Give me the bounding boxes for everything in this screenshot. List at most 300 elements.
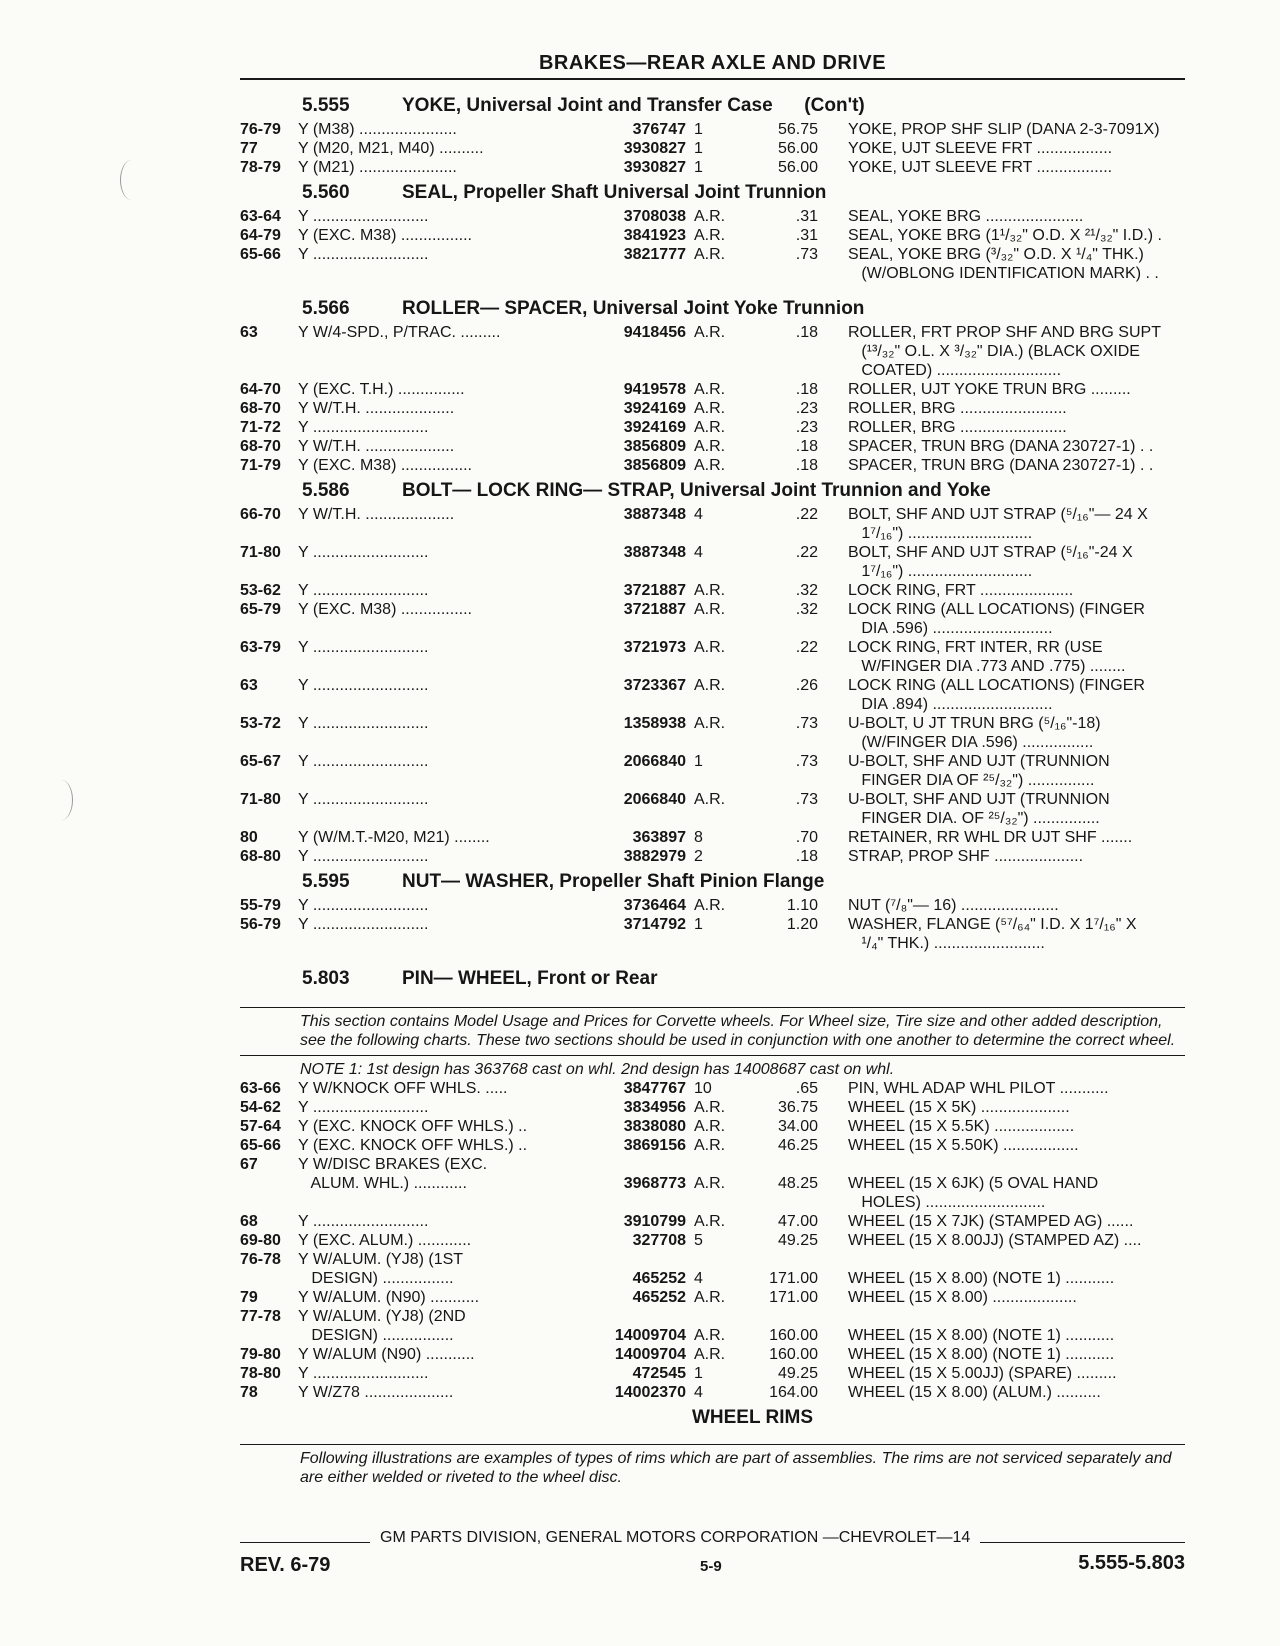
application	[298, 1155, 578, 1212]
price: 160.00	[769, 1346, 818, 1363]
application-line: Y ..........................	[298, 791, 429, 808]
description-line: WHEEL (15 X 8.00) (NOTE 1) ...........	[848, 1346, 1115, 1363]
price: .32	[795, 582, 818, 599]
description-line: LOCK RING (ALL LOCATIONS) (FINGER	[848, 601, 1145, 618]
description	[848, 581, 1198, 600]
part-number: 14002370	[614, 1384, 686, 1401]
quantity: A.R.	[694, 438, 726, 455]
description-line	[848, 1307, 1198, 1326]
application	[298, 380, 578, 399]
price: 1.10	[786, 897, 818, 914]
note-1: NOTE 1: 1st design has 363768 cast on whl. 2nd design has 14008687 cast on whl.	[300, 1061, 895, 1078]
description-line: (W/FINGER DIA .596) ................	[848, 734, 1094, 751]
price: .65	[795, 1080, 818, 1097]
description	[848, 456, 1198, 475]
description-line: WHEEL (15 X 8.00) (ALUM.) ..........	[848, 1384, 1101, 1401]
price: .70	[795, 829, 818, 846]
section-number: 5.586	[302, 479, 350, 501]
application	[298, 638, 578, 676]
quantity: A.R.	[694, 1213, 726, 1230]
table-row	[240, 1345, 1185, 1364]
model-years: 68-80	[240, 848, 281, 865]
model-years: 76-78	[240, 1251, 281, 1268]
model-years: 79-80	[240, 1346, 281, 1363]
description-line: WASHER, FLANGE (⁵⁷/₆₄" I.D. X 1⁷/₁₆" X	[848, 916, 1137, 933]
part-number: 3968773	[623, 1175, 686, 1192]
part-number: 3721887	[623, 582, 686, 599]
description-line: FINGER DIA OF ²⁵/₃₂") ...............	[848, 772, 1095, 789]
description	[848, 120, 1198, 139]
model-years: 64-79	[240, 227, 281, 244]
application	[298, 1231, 578, 1250]
description-line: BOLT, SHF AND UJT STRAP (⁵/₁₆"-24 X	[848, 544, 1133, 561]
description	[848, 1212, 1198, 1231]
table-row	[240, 790, 1185, 828]
application-line: Y ..........................	[298, 246, 429, 263]
part-number: 14009704	[614, 1346, 686, 1363]
description	[848, 790, 1198, 828]
model-years: 68	[240, 1213, 258, 1230]
price: .73	[795, 753, 818, 770]
application-line: Y (EXC. M38) ................	[298, 457, 472, 474]
section-heading	[240, 177, 1185, 207]
table-row	[240, 1383, 1185, 1402]
table-row	[240, 1212, 1185, 1231]
part-number: 465252	[632, 1289, 686, 1306]
application	[298, 1345, 578, 1364]
description	[848, 437, 1198, 456]
table-row	[240, 1155, 1185, 1212]
table-row	[240, 847, 1185, 866]
quantity: A.R.	[694, 400, 726, 417]
part-number: 9419578	[623, 381, 686, 398]
note-rule	[240, 1007, 1185, 1008]
part-number: 1358938	[623, 715, 686, 732]
table-row	[240, 158, 1185, 177]
description-line: ¹/₄" THK.) .........................	[848, 935, 1045, 952]
table-row	[240, 1136, 1185, 1155]
wheel-usage-note: This section contains Model Usage and Prices for Corvette wheels. For Wheel size, Tire size and other added description, see the following charts. These two sections should be used in conjunction with one another to determine the correct wheel.	[300, 1013, 1176, 1049]
quantity: A.R.	[694, 1137, 726, 1154]
application-line: Y ..........................	[298, 753, 429, 770]
model-years: 80	[240, 829, 258, 846]
model-years: 63	[240, 324, 258, 341]
model-years: 78-79	[240, 159, 281, 176]
application	[298, 1383, 578, 1402]
part-number: 3708038	[623, 208, 686, 225]
table-row	[240, 437, 1185, 456]
quantity: A.R.	[694, 582, 726, 599]
price: 46.25	[777, 1137, 818, 1154]
model-years: 78-80	[240, 1365, 281, 1382]
model-years: 53-62	[240, 582, 281, 599]
price: 49.25	[777, 1365, 818, 1382]
application	[298, 399, 578, 418]
application	[298, 1079, 578, 1098]
description-line: YOKE, PROP SHF SLIP (DANA 2-3-7091X)	[848, 121, 1160, 138]
table-row	[240, 226, 1185, 245]
quantity: 1	[694, 916, 703, 933]
description-line	[848, 1155, 1198, 1174]
table-row	[240, 600, 1185, 638]
application-line: Y ..........................	[298, 582, 429, 599]
quantity: A.R.	[694, 457, 726, 474]
quantity: 1	[694, 159, 703, 176]
description	[848, 847, 1198, 866]
application	[298, 505, 578, 543]
description	[848, 505, 1198, 543]
price: .22	[795, 506, 818, 523]
application-line: Y (EXC. M38) ................	[298, 601, 472, 618]
part-number: 3910799	[623, 1213, 686, 1230]
rims-rule	[240, 1444, 1185, 1445]
binder-hole-mark	[120, 160, 143, 200]
description-line: LOCK RING, FRT .....................	[848, 582, 1074, 599]
model-years: 71-80	[240, 544, 281, 561]
application	[298, 790, 578, 828]
model-years: 71-79	[240, 457, 281, 474]
description	[848, 418, 1198, 437]
table-row	[240, 1117, 1185, 1136]
quantity: A.R.	[694, 1289, 726, 1306]
description-line: BOLT, SHF AND UJT STRAP (⁵/₁₆"— 24 X	[848, 506, 1148, 523]
part-number: 9418456	[623, 324, 686, 341]
description	[848, 399, 1198, 418]
section-heading	[240, 90, 1185, 120]
description	[848, 1364, 1198, 1383]
part-number: 3721973	[623, 639, 686, 656]
table-row	[240, 505, 1185, 543]
application	[298, 1307, 578, 1345]
application	[298, 543, 578, 581]
quantity: 5	[694, 1232, 703, 1249]
table-row	[240, 1307, 1185, 1345]
part-number: 327708	[632, 1232, 686, 1249]
part-number: 3834956	[623, 1099, 686, 1116]
part-number: 3930827	[623, 140, 686, 157]
note-rule-bottom	[240, 1055, 1185, 1056]
model-years: 66-70	[240, 506, 281, 523]
application	[298, 1364, 578, 1383]
price: 56.00	[777, 140, 818, 157]
description	[848, 676, 1198, 714]
footer-publisher-line	[240, 1529, 1185, 1547]
quantity: A.R.	[694, 381, 726, 398]
description	[848, 828, 1198, 847]
application	[298, 676, 578, 714]
quantity: 2	[694, 848, 703, 865]
description-line: U-BOLT, SHF AND UJT (TRUNNION	[848, 791, 1110, 808]
application-line: Y ..........................	[298, 677, 429, 694]
application-line: Y W/4-SPD., P/TRAC. .........	[298, 324, 501, 341]
title-rule	[240, 78, 1185, 80]
model-years: 71-80	[240, 791, 281, 808]
section-number: 5.595	[302, 870, 350, 892]
model-years: 65-79	[240, 601, 281, 618]
description-line: W/FINGER DIA .773 AND .775) ........	[848, 658, 1126, 675]
description-line: RETAINER, RR WHL DR UJT SHF .......	[848, 829, 1133, 846]
model-years: 54-62	[240, 1099, 281, 1116]
application-line: Y ..........................	[298, 544, 429, 561]
application	[298, 915, 578, 953]
price: 34.00	[777, 1118, 818, 1135]
part-number: 3721887	[623, 601, 686, 618]
description	[848, 600, 1198, 638]
table-row	[240, 915, 1185, 953]
price: .18	[795, 457, 818, 474]
table-row	[240, 896, 1185, 915]
description-line: WHEEL (15 X 8.00) (NOTE 1) ...........	[848, 1327, 1115, 1344]
table-row	[240, 714, 1185, 752]
description-line: STRAP, PROP SHF ....................	[848, 848, 1084, 865]
quantity: 10	[694, 1080, 712, 1097]
quantity: A.R.	[694, 1175, 726, 1192]
wheel-rims-heading: WHEEL RIMS	[691, 1407, 814, 1428]
price: .73	[795, 715, 818, 732]
table-row	[240, 120, 1185, 139]
application	[298, 245, 578, 283]
section-title: NUT— WASHER, Propeller Shaft Pinion Flange	[402, 870, 825, 892]
description-line: NUT (⁷/₈"— 16) ......................	[848, 897, 1059, 914]
application-line: Y ..........................	[298, 848, 429, 865]
description	[848, 207, 1198, 226]
price: 1.20	[786, 916, 818, 933]
table-row	[240, 1288, 1185, 1307]
application	[298, 207, 578, 226]
application	[298, 714, 578, 752]
application	[298, 847, 578, 866]
part-number: 3736464	[623, 897, 686, 914]
description	[848, 1345, 1198, 1364]
quantity: 4	[694, 1270, 703, 1287]
description-line: WHEEL (15 X 5.50K) .................	[848, 1137, 1079, 1154]
quantity: A.R.	[694, 639, 726, 656]
section-title: SEAL, Propeller Shaft Universal Joint Trunnion	[402, 181, 827, 203]
description-line: SEAL, YOKE BRG (1¹/₃₂" O.D. X ²¹/₃₂" I.D.) .	[848, 227, 1162, 244]
application	[298, 437, 578, 456]
part-number: 3869156	[623, 1137, 686, 1154]
description-line: YOKE, UJT SLEEVE FRT .................	[848, 140, 1113, 157]
part-number: 465252	[632, 1270, 686, 1287]
model-years: 69-80	[240, 1232, 281, 1249]
application	[298, 1117, 578, 1136]
table-row	[240, 399, 1185, 418]
model-years: 53-72	[240, 715, 281, 732]
price: 56.75	[777, 121, 818, 138]
part-number: 3847767	[623, 1080, 686, 1097]
description-line: WHEEL (15 X 8.00JJ) (STAMPED AZ) ....	[848, 1232, 1142, 1249]
application	[298, 581, 578, 600]
quantity: A.R.	[694, 324, 726, 341]
price: .18	[795, 324, 818, 341]
description-line: 1⁷/₁₆") ............................	[848, 563, 1033, 580]
description-line: SEAL, YOKE BRG (³/₃₂" O.D. X ¹/₄" THK.)	[848, 246, 1144, 263]
description-line: U-BOLT, U JT TRUN BRG (⁵/₁₆"-18)	[848, 715, 1101, 732]
application-line: Y W/ALUM (N90) ...........	[298, 1346, 475, 1363]
model-years: 63-79	[240, 639, 281, 656]
model-years: 63-64	[240, 208, 281, 225]
revision-label: REV. 6-79	[240, 1554, 331, 1576]
application	[298, 120, 578, 139]
quantity: A.R.	[694, 419, 726, 436]
section-number: 5.555	[302, 94, 350, 116]
application-line: DESIGN) ................	[298, 1327, 454, 1344]
model-years: 57-64	[240, 1118, 281, 1135]
table-row	[240, 1231, 1185, 1250]
section-title: BOLT— LOCK RING— STRAP, Universal Joint Trunnion and Yoke	[402, 479, 991, 501]
model-years: 76-79	[240, 121, 281, 138]
quantity: 1	[694, 1365, 703, 1382]
description	[848, 1136, 1198, 1155]
description-line: DIA .894) ...........................	[848, 696, 1053, 713]
application-line: Y (W/M.T.-M20, M21) ........	[298, 829, 490, 846]
section-title: ROLLER— SPACER, Universal Joint Yoke Trunnion	[402, 297, 865, 319]
part-number: 3882979	[623, 848, 686, 865]
model-years: 63	[240, 677, 258, 694]
price: .22	[795, 544, 818, 561]
binder-hole-mark	[50, 780, 73, 820]
application-line: Y W/KNOCK OFF WHLS. .....	[298, 1080, 508, 1097]
quantity: 4	[694, 1384, 703, 1401]
application	[298, 456, 578, 475]
application	[298, 1212, 578, 1231]
price: 36.75	[777, 1099, 818, 1116]
price: 47.00	[777, 1213, 818, 1230]
application-line: Y W/DISC BRAKES (EXC.	[298, 1156, 488, 1173]
application-line: Y ..........................	[298, 208, 429, 225]
footer-publisher: GM PARTS DIVISION, GENERAL MOTORS CORPORATION —CHEVROLET—14	[380, 1529, 971, 1546]
quantity: A.R.	[694, 208, 726, 225]
description-line: ROLLER, UJT YOKE TRUN BRG .........	[848, 381, 1131, 398]
description	[848, 1307, 1198, 1345]
quantity: A.R.	[694, 897, 726, 914]
description	[848, 896, 1198, 915]
price: 171.00	[769, 1289, 818, 1306]
price: 56.00	[777, 159, 818, 176]
price: .18	[795, 848, 818, 865]
model-years: 79	[240, 1289, 258, 1306]
price: .23	[795, 400, 818, 417]
description-line: PIN, WHL ADAP WHL PILOT ...........	[848, 1080, 1109, 1097]
description-line: WHEEL (15 X 8.00) (NOTE 1) ...........	[848, 1270, 1115, 1287]
price: .32	[795, 601, 818, 618]
section-heading	[240, 293, 1185, 323]
price: .23	[795, 419, 818, 436]
model-years: 78	[240, 1384, 258, 1401]
part-number: 3924169	[623, 419, 686, 436]
description	[848, 915, 1198, 953]
description-line: COATED) ............................	[848, 362, 1062, 379]
table-row	[240, 828, 1185, 847]
description	[848, 323, 1198, 380]
model-years: 77-78	[240, 1308, 281, 1325]
application	[298, 158, 578, 177]
price: .31	[795, 227, 818, 244]
description	[848, 1155, 1198, 1212]
quantity: A.R.	[694, 791, 726, 808]
price: .73	[795, 246, 818, 263]
table-row	[240, 1364, 1185, 1383]
model-years: 77	[240, 140, 258, 157]
description-line: HOLES) ...........................	[848, 1194, 1046, 1211]
table-row	[240, 207, 1185, 226]
application	[298, 1136, 578, 1155]
model-years: 65-67	[240, 753, 281, 770]
section-number: 5.560	[302, 181, 350, 203]
description-line: 1⁷/₁₆") ............................	[848, 525, 1033, 542]
description-line: SEAL, YOKE BRG ......................	[848, 208, 1084, 225]
model-years: 65-66	[240, 1137, 281, 1154]
application-line: Y W/Z78 ....................	[298, 1384, 454, 1401]
quantity: A.R.	[694, 1346, 726, 1363]
application	[298, 1288, 578, 1307]
section-heading	[240, 866, 1185, 896]
price: 49.25	[777, 1232, 818, 1249]
price: 160.00	[769, 1327, 818, 1344]
application-line: Y W/T.H. ....................	[298, 438, 455, 455]
section-heading	[240, 475, 1185, 505]
part-number: 3841923	[623, 227, 686, 244]
table-row	[240, 1079, 1185, 1098]
description-line: WHEEL (15 X 5.00JJ) (SPARE) .........	[848, 1365, 1117, 1382]
description	[848, 1098, 1198, 1117]
application	[298, 226, 578, 245]
quantity: A.R.	[694, 246, 726, 263]
description	[848, 226, 1198, 245]
part-number: 472545	[632, 1365, 686, 1382]
description	[848, 1288, 1198, 1307]
description-line: FINGER DIA. OF ²⁵/₃₂") ...............	[848, 810, 1100, 827]
part-number: 2066840	[623, 791, 686, 808]
model-years: 64-70	[240, 381, 281, 398]
section-range: 5.555-5.803	[1078, 1552, 1185, 1574]
part-number: 3856809	[623, 438, 686, 455]
quantity: 1	[694, 140, 703, 157]
description-line: WHEEL (15 X 8.00) ...................	[848, 1289, 1077, 1306]
description	[848, 638, 1198, 676]
description-line: (¹³/₃₂" O.L. X ³/₃₂" DIA.) (BLACK OXIDE	[848, 343, 1140, 360]
table-row	[240, 676, 1185, 714]
description-line: DIA .596) ...........................	[848, 620, 1053, 637]
application-line: DESIGN) ................	[298, 1270, 454, 1287]
application-line: Y ..........................	[298, 916, 429, 933]
section-list	[240, 90, 1185, 993]
model-years: 68-70	[240, 400, 281, 417]
part-number: 3714792	[623, 916, 686, 933]
description	[848, 139, 1198, 158]
quantity: A.R.	[694, 227, 726, 244]
price: 164.00	[769, 1384, 818, 1401]
description	[848, 1231, 1198, 1250]
section-title: YOKE, Universal Joint and Transfer Case (Con't)	[402, 94, 865, 116]
part-number: 3887348	[623, 506, 686, 523]
description-line: U-BOLT, SHF AND UJT (TRUNNION	[848, 753, 1110, 770]
application	[298, 139, 578, 158]
part-number: 3821777	[623, 246, 686, 263]
quantity: 8	[694, 829, 703, 846]
application-line: Y (EXC. M38) ................	[298, 227, 472, 244]
application-line: Y ..........................	[298, 897, 429, 914]
description-line: WHEEL (15 X 6JK) (5 OVAL HAND	[848, 1175, 1099, 1192]
application-line: Y (EXC. KNOCK OFF WHLS.) ..	[298, 1137, 528, 1154]
description-line: LOCK RING, FRT INTER, RR (USE	[848, 639, 1103, 656]
application	[298, 752, 578, 790]
section-number: 5.803	[302, 967, 350, 989]
quantity: 4	[694, 544, 703, 561]
model-years: 56-79	[240, 916, 281, 933]
table-row	[240, 418, 1185, 437]
model-years: 71-72	[240, 419, 281, 436]
